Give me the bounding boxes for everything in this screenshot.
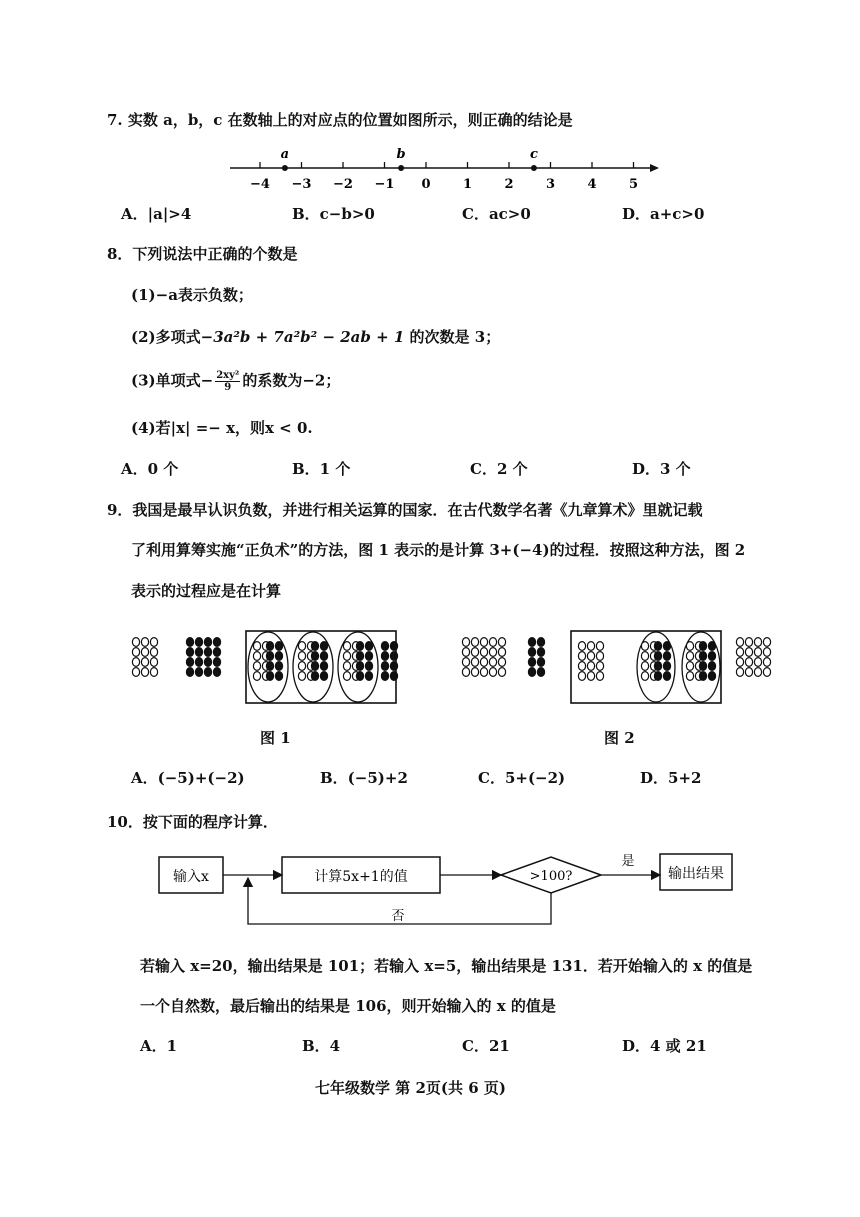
black-rod [275,672,282,681]
black-rod [654,642,661,651]
black-rod [365,642,372,651]
white-rod [141,638,148,647]
q7-stem: 7. 实数 a，b，c 在数轴上的对应点的位置如图所示，则正确的结论是 [107,111,573,129]
white-rod [462,668,469,677]
black-rod [528,638,535,647]
white-rod [498,648,505,657]
white-rod [298,662,305,671]
white-rod [587,642,594,651]
white-rod [587,672,594,681]
black-rod [699,652,706,661]
black-rod [654,652,661,661]
black-rod [311,662,318,671]
black-rod [186,648,193,657]
black-rod [390,662,397,671]
white-rod [578,652,585,661]
white-rod [754,668,761,677]
black-rod [204,668,211,677]
black-rod [365,652,372,661]
q9-line-3: 表示的过程应是在计算 [131,582,282,600]
q8-statement-2: (2)多项式−3a²b + 7a²b² − 2ab + 1 的次数是 3； [131,328,501,346]
black-rod [195,668,202,677]
white-rod [462,658,469,667]
black-rod [381,652,388,661]
black-rod [528,658,535,667]
q10-stem: 10．按下面的程序计算． [107,813,278,831]
black-rod [195,648,202,657]
white-rod [736,648,743,657]
white-rod [132,648,139,657]
q8-option-d: D．3 个 [632,460,691,478]
q10-option-c: C．21 [462,1037,510,1055]
white-rod [587,662,594,671]
black-rod [537,668,544,677]
white-rod [471,648,478,657]
axis-tick-label: −3 [291,177,312,192]
white-rod [462,648,469,657]
monomial-fraction: $\frac{\text{2xy²}}{9}$ [216,370,240,393]
fig1-caption: 图 1 [260,729,291,747]
white-rod [596,652,603,661]
white-rod [132,658,139,667]
white-rod [141,658,148,667]
white-rod [343,662,350,671]
white-rod [150,638,157,647]
black-rod [381,642,388,651]
white-rod [686,642,693,651]
program-flowchart [150,848,750,938]
white-rod [736,668,743,677]
white-rod [736,638,743,647]
q9-line-2: 了利用算筹实施“正负术”的方法，图 1 表示的是计算 3+(−4)的过程．按照这种方法，图 2 [131,541,746,559]
white-rod [298,672,305,681]
white-rod [686,672,693,681]
black-rod [213,648,220,657]
black-rod [266,642,273,651]
black-rod [213,668,220,677]
white-rod [480,638,487,647]
q7-option-d: D．a+c>0 [622,205,705,223]
q8-option-b: B．1 个 [292,460,351,478]
black-rod [275,642,282,651]
white-rod [480,648,487,657]
white-rod [343,642,350,651]
white-rod [596,642,603,651]
white-rod [754,648,761,657]
black-rod [195,638,202,647]
white-rod [498,638,505,647]
point-b [398,165,404,171]
black-rod [528,668,535,677]
white-rod [150,668,157,677]
black-rod [537,648,544,657]
white-rod [641,652,648,661]
white-rod [763,648,770,657]
black-rod [654,672,661,681]
axis-tick-label: 3 [545,177,556,192]
white-rod [641,642,648,651]
white-rod [587,652,594,661]
q10-option-d: D．4 或 21 [622,1037,707,1055]
white-rod [462,638,469,647]
black-rod [654,662,661,671]
black-rod [266,652,273,661]
black-rod [663,662,670,671]
white-rod [141,668,148,677]
q7-option-c: C．ac>0 [462,205,531,223]
q10-option-a: A．1 [140,1037,178,1055]
q9-option-c: C．5+(−2) [478,769,566,787]
black-rod [390,642,397,651]
white-rod [745,658,752,667]
white-rod [489,638,496,647]
white-rod [754,638,761,647]
flow-decision-text: >100? [529,869,573,884]
q8-statement-3: (3)单项式− $\frac{\text{2xy²}}{9}$ 的系数为−2； [131,370,341,393]
white-rod [578,662,585,671]
black-rod [381,662,388,671]
q9-option-b: B．(−5)+2 [320,769,408,787]
black-rod [708,642,715,651]
black-rod [537,658,544,667]
black-rod [186,658,193,667]
black-rod [186,638,193,647]
flow-compute-text: 计算5x+1的值 [314,869,408,885]
axis-tick-label: 4 [587,177,597,192]
page-footer: 七年级数学 第 2页(共 6 页) [315,1079,506,1097]
black-rod [320,652,327,661]
white-rod [641,662,648,671]
black-rod [528,648,535,657]
black-rod [663,642,670,651]
black-rod [204,658,211,667]
black-rod [381,672,388,681]
axis-tick-label: −4 [250,177,270,192]
white-rod [489,658,496,667]
white-rod [578,672,585,681]
white-rod [489,648,496,657]
white-rod [596,672,603,681]
q8-option-c: C．2 个 [470,460,528,478]
white-rod [745,648,752,657]
q8-statement-1: (1)−a表示负数； [131,286,253,304]
black-rod [356,662,363,671]
point-c [531,165,537,171]
white-rod [578,642,585,651]
white-rod [745,638,752,647]
point-a [282,165,288,171]
black-rod [663,672,670,681]
white-rod [150,658,157,667]
white-rod [498,658,505,667]
flow-yes-label: 是 [621,854,635,869]
black-rod [699,642,706,651]
black-rod [213,638,220,647]
q8-option-a: A．0 个 [121,460,179,478]
white-rod [343,672,350,681]
flow-no-label: 否 [391,909,405,924]
white-rod [471,638,478,647]
flow-input-text: 输入x [173,869,209,885]
q9-option-a: A．(−5)+(−2) [131,769,245,787]
white-rod [253,672,260,681]
number-line [225,138,665,194]
black-rod [537,638,544,647]
counting-rods-figures [120,620,780,715]
axis-tick-label: −2 [333,177,353,192]
point-label-b: b [396,147,406,162]
black-rod [356,672,363,681]
black-rod [320,672,327,681]
axis-tick-label: −1 [374,177,395,192]
q9-line-1: 9．我国是最早认识负数，并进行相关运算的国家．在古代数学名著《九章算术》里就记载 [107,501,703,519]
point-label-c: c [529,147,538,162]
white-rod [498,668,505,677]
black-rod [186,668,193,677]
black-rod [320,642,327,651]
black-rod [708,652,715,661]
white-rod [686,662,693,671]
black-rod [699,672,706,681]
white-rod [132,668,139,677]
white-rod [641,672,648,681]
white-rod [596,662,603,671]
axis-tick-label: 1 [462,177,473,192]
black-rod [365,662,372,671]
white-rod [763,638,770,647]
black-rod [356,652,363,661]
white-rod [686,652,693,661]
black-rod [708,672,715,681]
white-rod [253,662,260,671]
black-rod [320,662,327,671]
white-rod [754,658,761,667]
flow-output-text: 输出结果 [668,866,724,882]
white-rod [736,658,743,667]
white-rod [480,658,487,667]
black-rod [275,662,282,671]
black-rod [213,658,220,667]
black-rod [356,642,363,651]
axis-tick-label: 2 [504,177,514,192]
white-rod [141,648,148,657]
black-rod [390,652,397,661]
black-rod [708,662,715,671]
black-rod [204,638,211,647]
black-rod [311,672,318,681]
black-rod [266,672,273,681]
white-rod [763,668,770,677]
white-rod [343,652,350,661]
white-rod [763,658,770,667]
point-label-a: a [280,147,290,162]
q8-statement-4: (4)若|x| =− x，则x < 0. [131,419,313,437]
white-rod [480,668,487,677]
q8-stem: 8．下列说法中正确的个数是 [107,245,298,263]
black-rod [365,672,372,681]
black-rod [311,652,318,661]
q10-line-2: 一个自然数，最后输出的结果是 106，则开始输入的 x 的值是 [140,997,556,1015]
white-rod [489,668,496,677]
axis-tick-label: 5 [628,177,639,192]
white-rod [150,648,157,657]
q7-option-a: A．|a|>4 [121,205,192,223]
white-rod [132,638,139,647]
black-rod [195,658,202,667]
q9-option-d: D．5+2 [640,769,702,787]
white-rod [253,652,260,661]
black-rod [311,642,318,651]
white-rod [471,658,478,667]
white-rod [471,668,478,677]
q10-option-b: B．4 [302,1037,341,1055]
q10-line-1: 若输入 x=20，输出结果是 101；若输入 x=5，输出结果是 131．若开始输入的 x 的值是 [140,957,753,975]
white-rod [745,668,752,677]
axis-ticks [250,162,638,192]
black-rod [275,652,282,661]
black-rod [699,662,706,671]
q7-option-b: B．c−b>0 [292,205,375,223]
polynomial-expr: −3a²b + 7a²b² − 2ab + 1 [200,328,405,346]
white-rod [298,652,305,661]
white-rod [253,642,260,651]
fig2-caption: 图 2 [604,729,635,747]
white-rod [298,642,305,651]
black-rod [390,672,397,681]
axis-tick-label: 0 [421,177,431,192]
black-rod [266,662,273,671]
black-rod [663,652,670,661]
black-rod [204,648,211,657]
